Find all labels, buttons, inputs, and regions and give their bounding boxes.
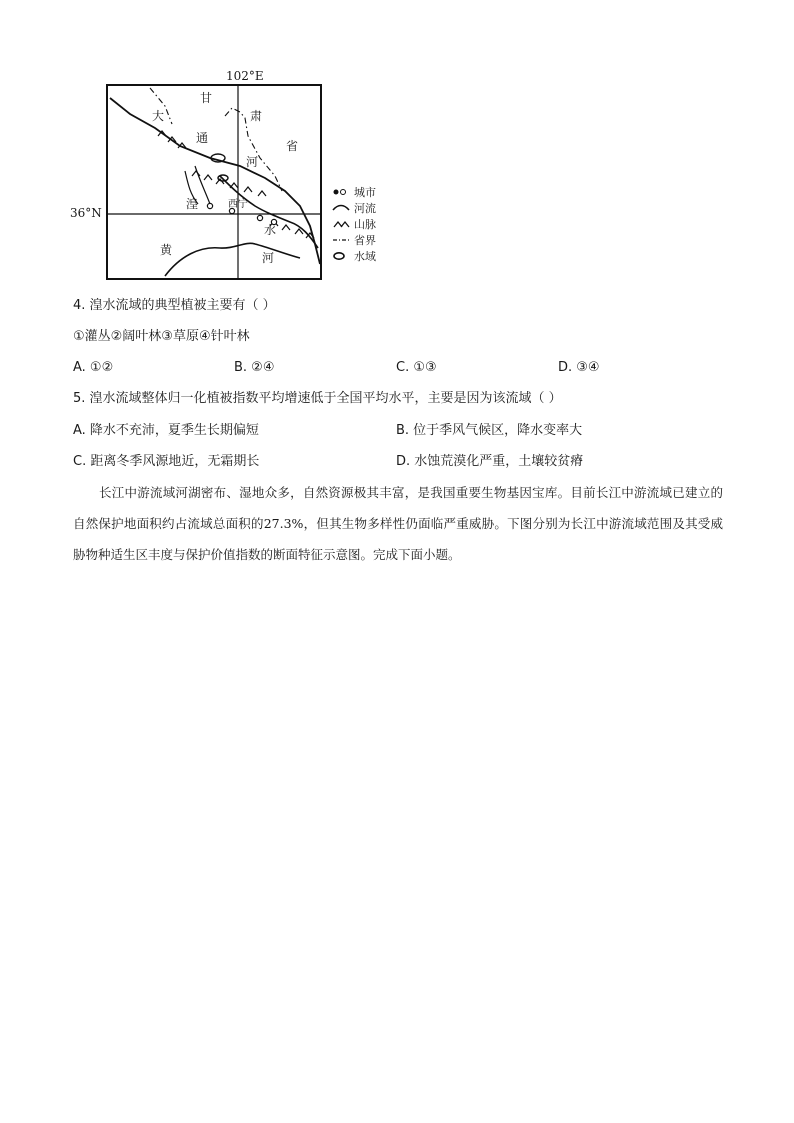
place-char-huang2: 黄 [160,243,173,257]
yellow-river [165,243,300,276]
legend-label-mountain: 山脉 [354,218,376,231]
province-border-icon [332,233,354,247]
question-4-option-c[interactable]: C. ①③ [396,360,437,375]
river-line-icon [332,201,354,215]
meridian-label: 102°E [226,69,264,83]
place-char-xining: 西宁 [228,199,248,210]
city-dot-icon [332,185,354,199]
question-4-stem: 4. 湟水流域的典型植被主要有（ ） [73,298,276,313]
legend-label-reservoir: 水域 [354,250,376,263]
place-char-da: 大 [152,109,165,123]
question-4-option-b[interactable]: B. ②④ [234,360,275,375]
question-4-option-d[interactable]: D. ③④ [558,360,600,375]
legend-river [332,200,376,216]
place-char-he1: 河 [246,155,259,169]
question-5-option-b[interactable]: B. 位于季风气候区，降水变率大 [396,423,583,438]
place-char-gan: 甘 [200,91,213,105]
passage-text: 长江中游流域河湖密布、湿地众多，自然资源极其丰富，是我国重要生物基因宝库。目前长江中游流域已建立的自然保护地面积约占流域总面积的27.3%，但其生物多样性仍面临严重威胁。下图分别为长江中游流域范围及其受威胁物种适生区丰度与保护价值指数的断面特征示意图。完成下面小题。 [73,485,723,562]
legend-label-city: 城市 [354,186,376,199]
reading-passage [73,477,723,570]
map-legend [332,184,376,264]
place-char-sheng: 省 [286,139,299,153]
legend-label-border: 省界 [354,234,376,247]
question-5-option-d[interactable]: D. 水蚀荒漠化严重，土壤较贫瘠 [396,454,584,469]
question-4-option-a[interactable]: A. ①② [73,360,114,375]
question-5-option-c[interactable]: C. 距离冬季风源地近，无霜期长 [73,454,260,469]
parallel-label: 36°N [70,206,102,220]
mountain-range [110,98,320,264]
place-char-su: 肃 [250,109,263,123]
place-char-shui1: 水 [264,223,277,237]
legend-reservoir [332,248,376,264]
reservoir-icon [332,249,354,263]
map-figure [70,66,390,286]
place-char-huang1: 湟 [186,197,199,211]
map-frame [107,85,321,279]
place-char-tong: 通 [196,131,209,145]
place-char-he2: 河 [262,251,275,265]
legend-city [332,184,376,200]
legend-label-river: 河流 [354,202,376,215]
legend-mountain [332,216,376,232]
question-5-option-a[interactable]: A. 降水不充沛，夏季生长期偏短 [73,423,259,438]
legend-border [332,232,376,248]
question-4-items: ①灌丛②阔叶林③草原④针叶林 [73,329,250,344]
mountain-icon [332,217,354,231]
question-5-stem: 5. 湟水流域整体归一化植被指数平均增速低于全国平均水平，主要是因为该流域（ ） [73,391,562,406]
